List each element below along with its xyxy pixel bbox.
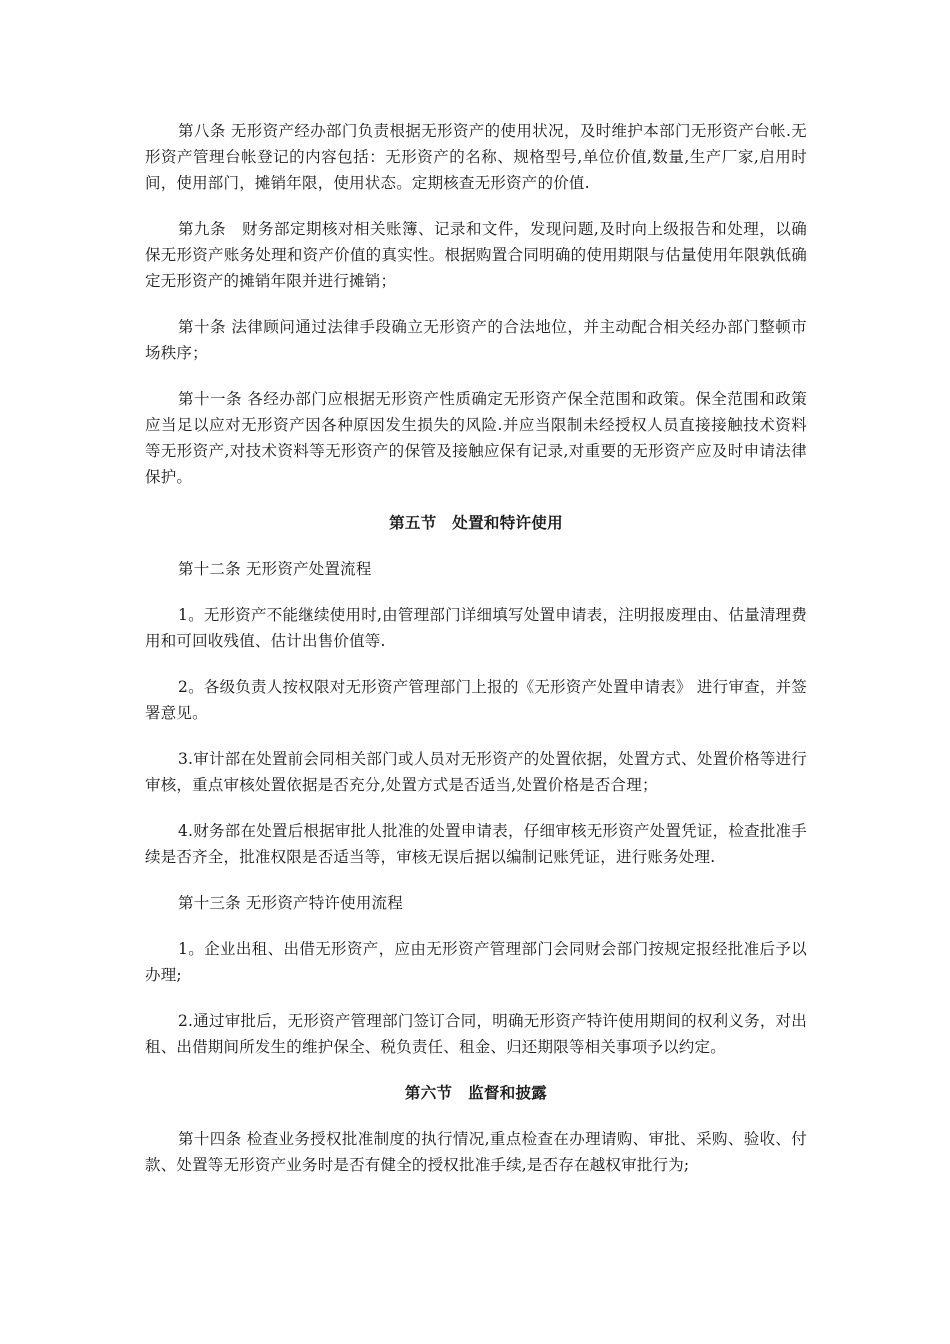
article-12-item-4: 4.财务部在处置后根据审批人批准的处置申请表，仔细审核无形资产处置凭证，检查批准手续是否齐全，批准权限是否适当等，审核无误后据以编制记账凭证，进行账务处理. xyxy=(145,822,807,866)
article-10: 第十条 法律顾问通过法律手段确立无形资产的合法地位，并主动配合相关经办部门整顿市场秩序； xyxy=(145,318,807,362)
article-12-item-1: 1。无形资产不能继续使用时,由管理部门详细填写处置申请表，注明报废理由、估量清理费用和可回收残值、估计出售价值等. xyxy=(145,606,807,650)
article-13: 第十三条 无形资产特许使用流程 xyxy=(178,894,403,912)
article-12-item-3: 3.审计部在处置前会同相关部门或人员对无形资产的处置依据，处置方式、处置价格等进行审核，重点审核处置依据是否充分,处置方式是否适当,处置价格是否合理； xyxy=(145,750,807,794)
article-12-item-2: 2。各级负责人按权限对无形资产管理部门上报的《无形资产处置申请表》 进行审查，并签署意见。 xyxy=(145,678,807,722)
document-page xyxy=(145,118,807,1178)
article-8: 第八条 无形资产经办部门负责根据无形资产的使用状况，及时维护本部门无形资产台帐.无形资产管理台帐登记的内容包括：无形资产的名称、规格型号,单位价值,数量,生产厂家,启用时间，使用部门，摊销年限，使用状态。定期核查无形资产的价值. xyxy=(145,122,807,192)
article-12: 第十二条 无形资产处置流程 xyxy=(178,560,372,578)
article-11: 第十一条 各经办部门应根据无形资产性质确定无形资产保全范围和政策。保全范围和政策应当足以应对无形资产因各种原因发生损失的风险.并应当限制未经授权人员直接接触技术资料等无形资产,对技术资料等无形资产的保管及接触应保有记录,对重要的无形资产应及时申请法律保护。 xyxy=(145,390,807,486)
section-6-heading: 第六节 监督和披露 xyxy=(404,1083,548,1102)
article-13-item-2: 2.通过审批后，无形资产管理部门签订合同，明确无形资产特许使用期间的权利义务，对出租、出借期间所发生的维护保全、税负责任、租金、归还期限等相关事项予以约定。 xyxy=(145,1012,807,1056)
article-13-item-1: 1。企业出租、出借无形资产，应由无形资产管理部门会同财会部门按规定报经批准后予以办理; xyxy=(145,940,807,984)
article-9: 第九条 财务部定期核对相关账簿、记录和文件，发现问题,及时向上级报告和处理，以确保无形资产账务处理和资产价值的真实性。根据购置合同明确的使用期限与估量使用年限孰低确定无形资产的摊销年限并进行摊销； xyxy=(145,220,807,290)
section-5-heading: 第五节 处置和特许使用 xyxy=(389,513,563,532)
article-14: 第十四条 检查业务授权批准制度的执行情况,重点检查在办理请购、审批、采购、验收、付款、处置等无形资产业务时是否有健全的授权批准手续,是否存在越权审批行为; xyxy=(145,1130,807,1174)
